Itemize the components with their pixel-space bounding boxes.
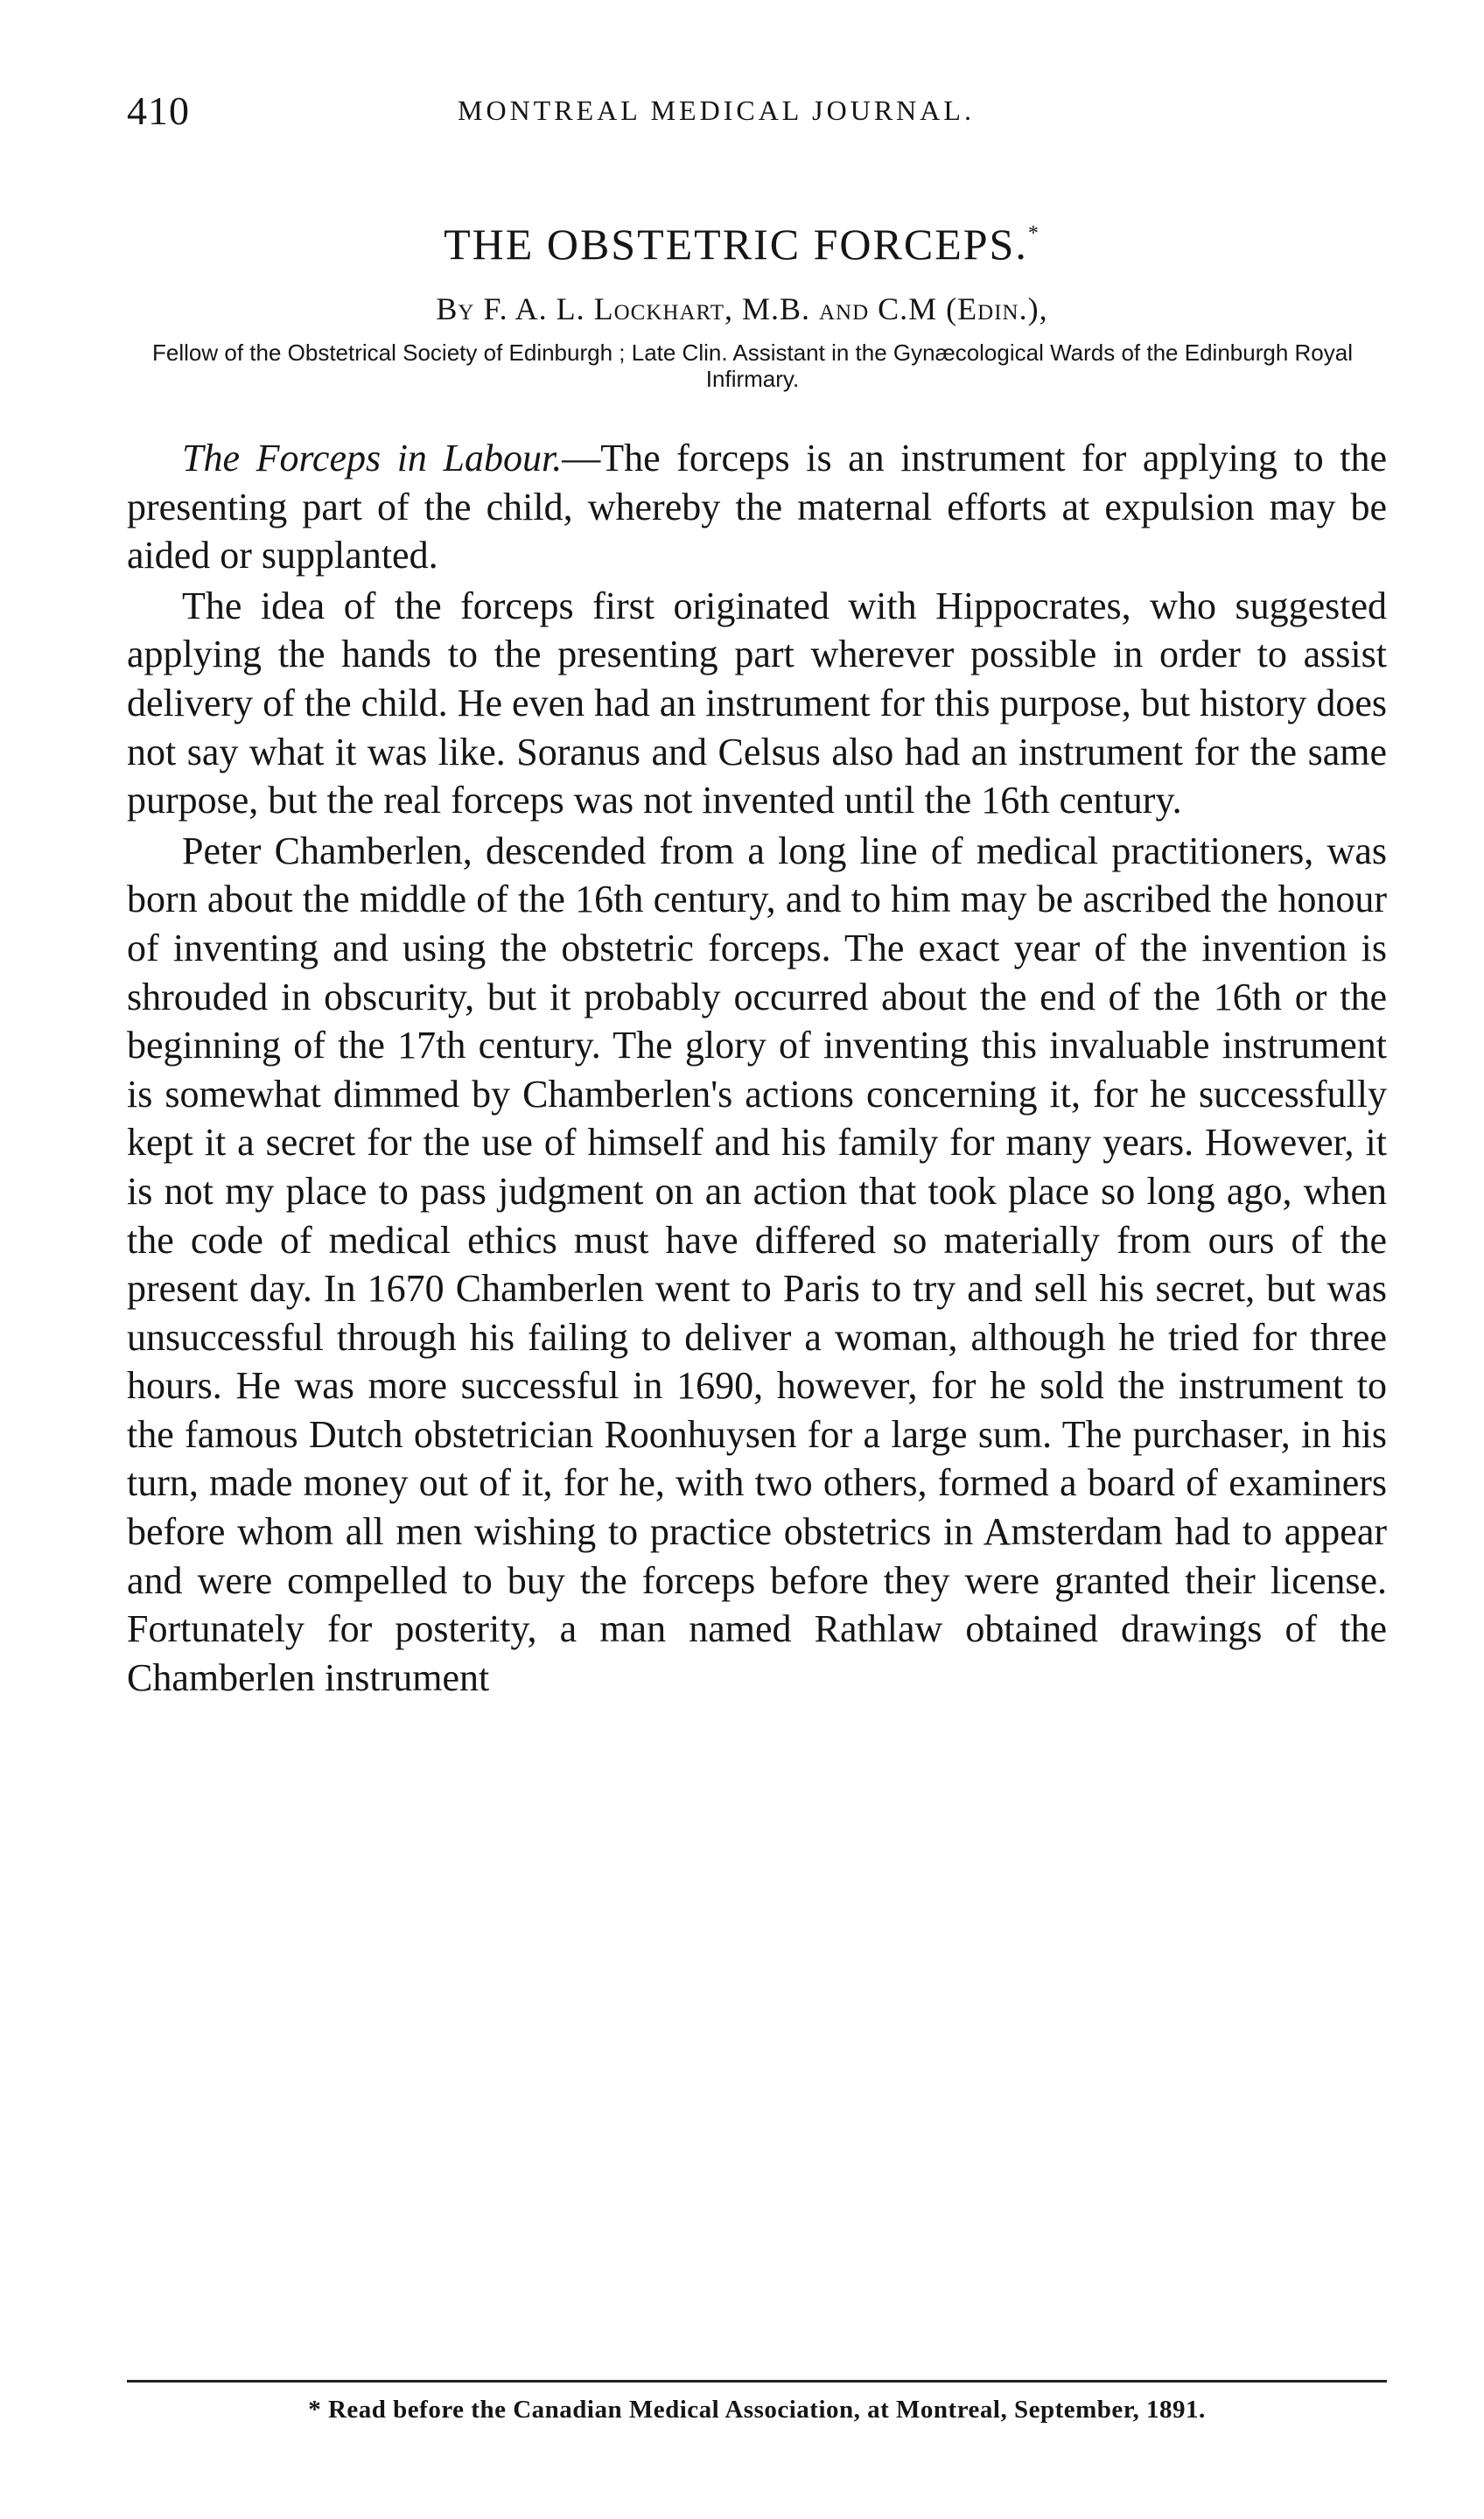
byline [0, 290, 1484, 327]
byline-prefix: By [436, 291, 475, 326]
footnote-marker: * [1027, 222, 1040, 245]
paragraph [127, 434, 1387, 580]
running-head [127, 87, 1387, 140]
author-affiliation: Fellow of the Obstetrical Society of Edinburgh ; Late Clin. Assistant in the Gynæcological Wards of the Edinburgh Royal Infirmary. [152, 339, 1353, 392]
paragraph: Peter Chamberlen, descended from a long line of medical practitioners, was born about the middle of the 16th century, and to him may be ascribed the honour of inventing and using the obstetric forceps. The exact year of the invention is shrouded in obscurity, but it probably occurred about the end of the 16th or the beginning of the 17th century. The glory of inventing this invaluable instrument is somewhat dimmed by Chamberlen's actions concerning it, for he successfully kept it a secret for the use of himself and his family for many years. However, it is not my place to pass judgment on an action that took place so long ago, when the code of medical ethics must have differed so materially from ours of the present day. In 1670 Chamberlen went to Paris to try and sell his secret, but was unsuccessful through his failing to deliver a woman, although he tried for three hours. He was more successful in 1690, however, for he sold the instrument to the famous Dutch obstetrician Roonhuysen for a large sum. The purchaser, in his turn, made money out of it, for he, with two others, formed a board of examiners before whom all men wishing to practice obstetrics in Amsterdam had to appear and were compelled to buy the forceps before they were granted their license. Fortunately for posterity, a man named Rathlaw obtained drawings of the Chamberlen instrument [127, 829, 1387, 1699]
article-body [127, 434, 1387, 1704]
paragraph: The idea of the forceps first originated with Hippocrates, who suggested applying the hands to the presenting part wherever possible in order to assist delivery of the child. He even had an instrument for this purpose, but history does not say what it was like. Soranus and Celsus also had an instrument for the same purpose, but the real forceps was not invented until the 16th century. [127, 584, 1387, 822]
footnote: * Read before the Canadian Medical Association, at Montreal, September, 1891. [308, 2396, 1206, 2424]
page-number: 410 [127, 88, 190, 133]
section-heading: The Forceps in Labour. [182, 437, 563, 479]
article-title [0, 219, 1484, 269]
footnote-divider [127, 2380, 1387, 2383]
article-title-text: THE OBSTETRIC FORCEPS. [444, 220, 1028, 269]
paragraph-text: —The forceps is an instrument for applying to the presenting part of the child, whereby the maternal efforts at expulsion may be aided or supplanted. [127, 437, 1387, 577]
author-name: F. A. L. Lockhart, M.B. and C.M (Edin.), [483, 291, 1048, 326]
journal-name: MONTREAL MEDICAL JOURNAL. [458, 94, 975, 126]
